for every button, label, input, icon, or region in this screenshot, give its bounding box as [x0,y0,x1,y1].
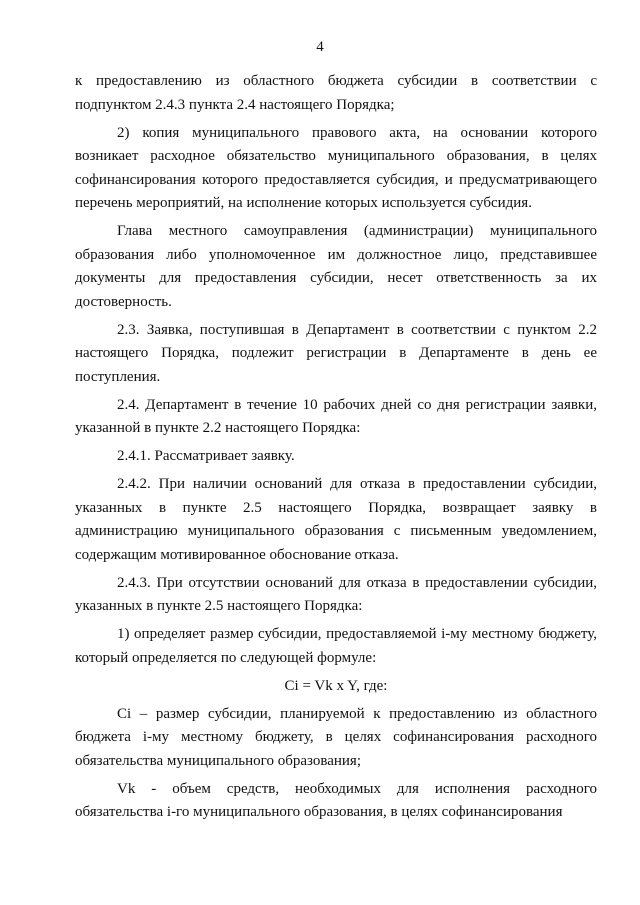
formula: Ci = Vk x Y, где: [284,677,388,694]
document-body [75,70,597,829]
paragraph-vk-definition: Vk - объем средств, необходимых для исполнения расходного обязательства i-го муниципального образования, в целях софинансирования [75,780,597,820]
paragraph-2-4-1: 2.4.1. Рассматривает заявку. [117,448,295,464]
paragraph-item-2: 2) копия муниципального правового акта, на основании которого возникает расходное обязательство муниципального образования, в целях софинансирования которого предоставляется субсидия, и предусматривающего перечень мероприятий, на исполнение которых используется субсидия. [75,124,597,211]
paragraph-2-4-3: 2.4.3. При отсутствии оснований для отказа в предоставлении субсидии, указанных в пункте 2.5 настоящего Порядка: [75,574,597,614]
paragraph-2-4-2: 2.4.2. При наличии оснований для отказа в предоставлении субсидии, указанных в пункте 2.5 настоящего Порядка, возвращает заявку в администрацию муниципального образования с письменным уведомлением, содержащим мотивированное обоснование отказа. [75,476,597,563]
paragraph-subsidy-size: 1) определяет размер субсидии, предоставляемой i-му местному бюджету, который определяется по следующей формуле: [75,626,597,666]
paragraph-ci-definition: Ci – размер субсидии, планируемой к предоставлению из областного бюджета i-му местному бюджету, в целях софинансирования расходного обязательства муниципального образования; [75,705,597,769]
paragraph-continuation: к предоставлению из областного бюджета субсидии в соответствии с подпунктом 2.4.3 пункта 2.4 настоящего Порядка; [75,73,597,113]
paragraph-2-3: 2.3. Заявка, поступившая в Департамент в соответствии с пунктом 2.2 настоящего Порядка, подлежит регистрации в Департаменте в день ее поступления. [75,321,597,385]
paragraph-responsibility: Глава местного самоуправления (администрации) муниципального образования либо уполномоченное им должностное лицо, представившее документы для предоставления субсидии, несет ответственность за их достоверность. [75,223,597,310]
paragraph-2-4: 2.4. Департамент в течение 10 рабочих дней со дня регистрации заявки, указанной в пункте 2.2 настоящего Порядка: [75,396,597,436]
page-number: 4 [316,39,324,55]
